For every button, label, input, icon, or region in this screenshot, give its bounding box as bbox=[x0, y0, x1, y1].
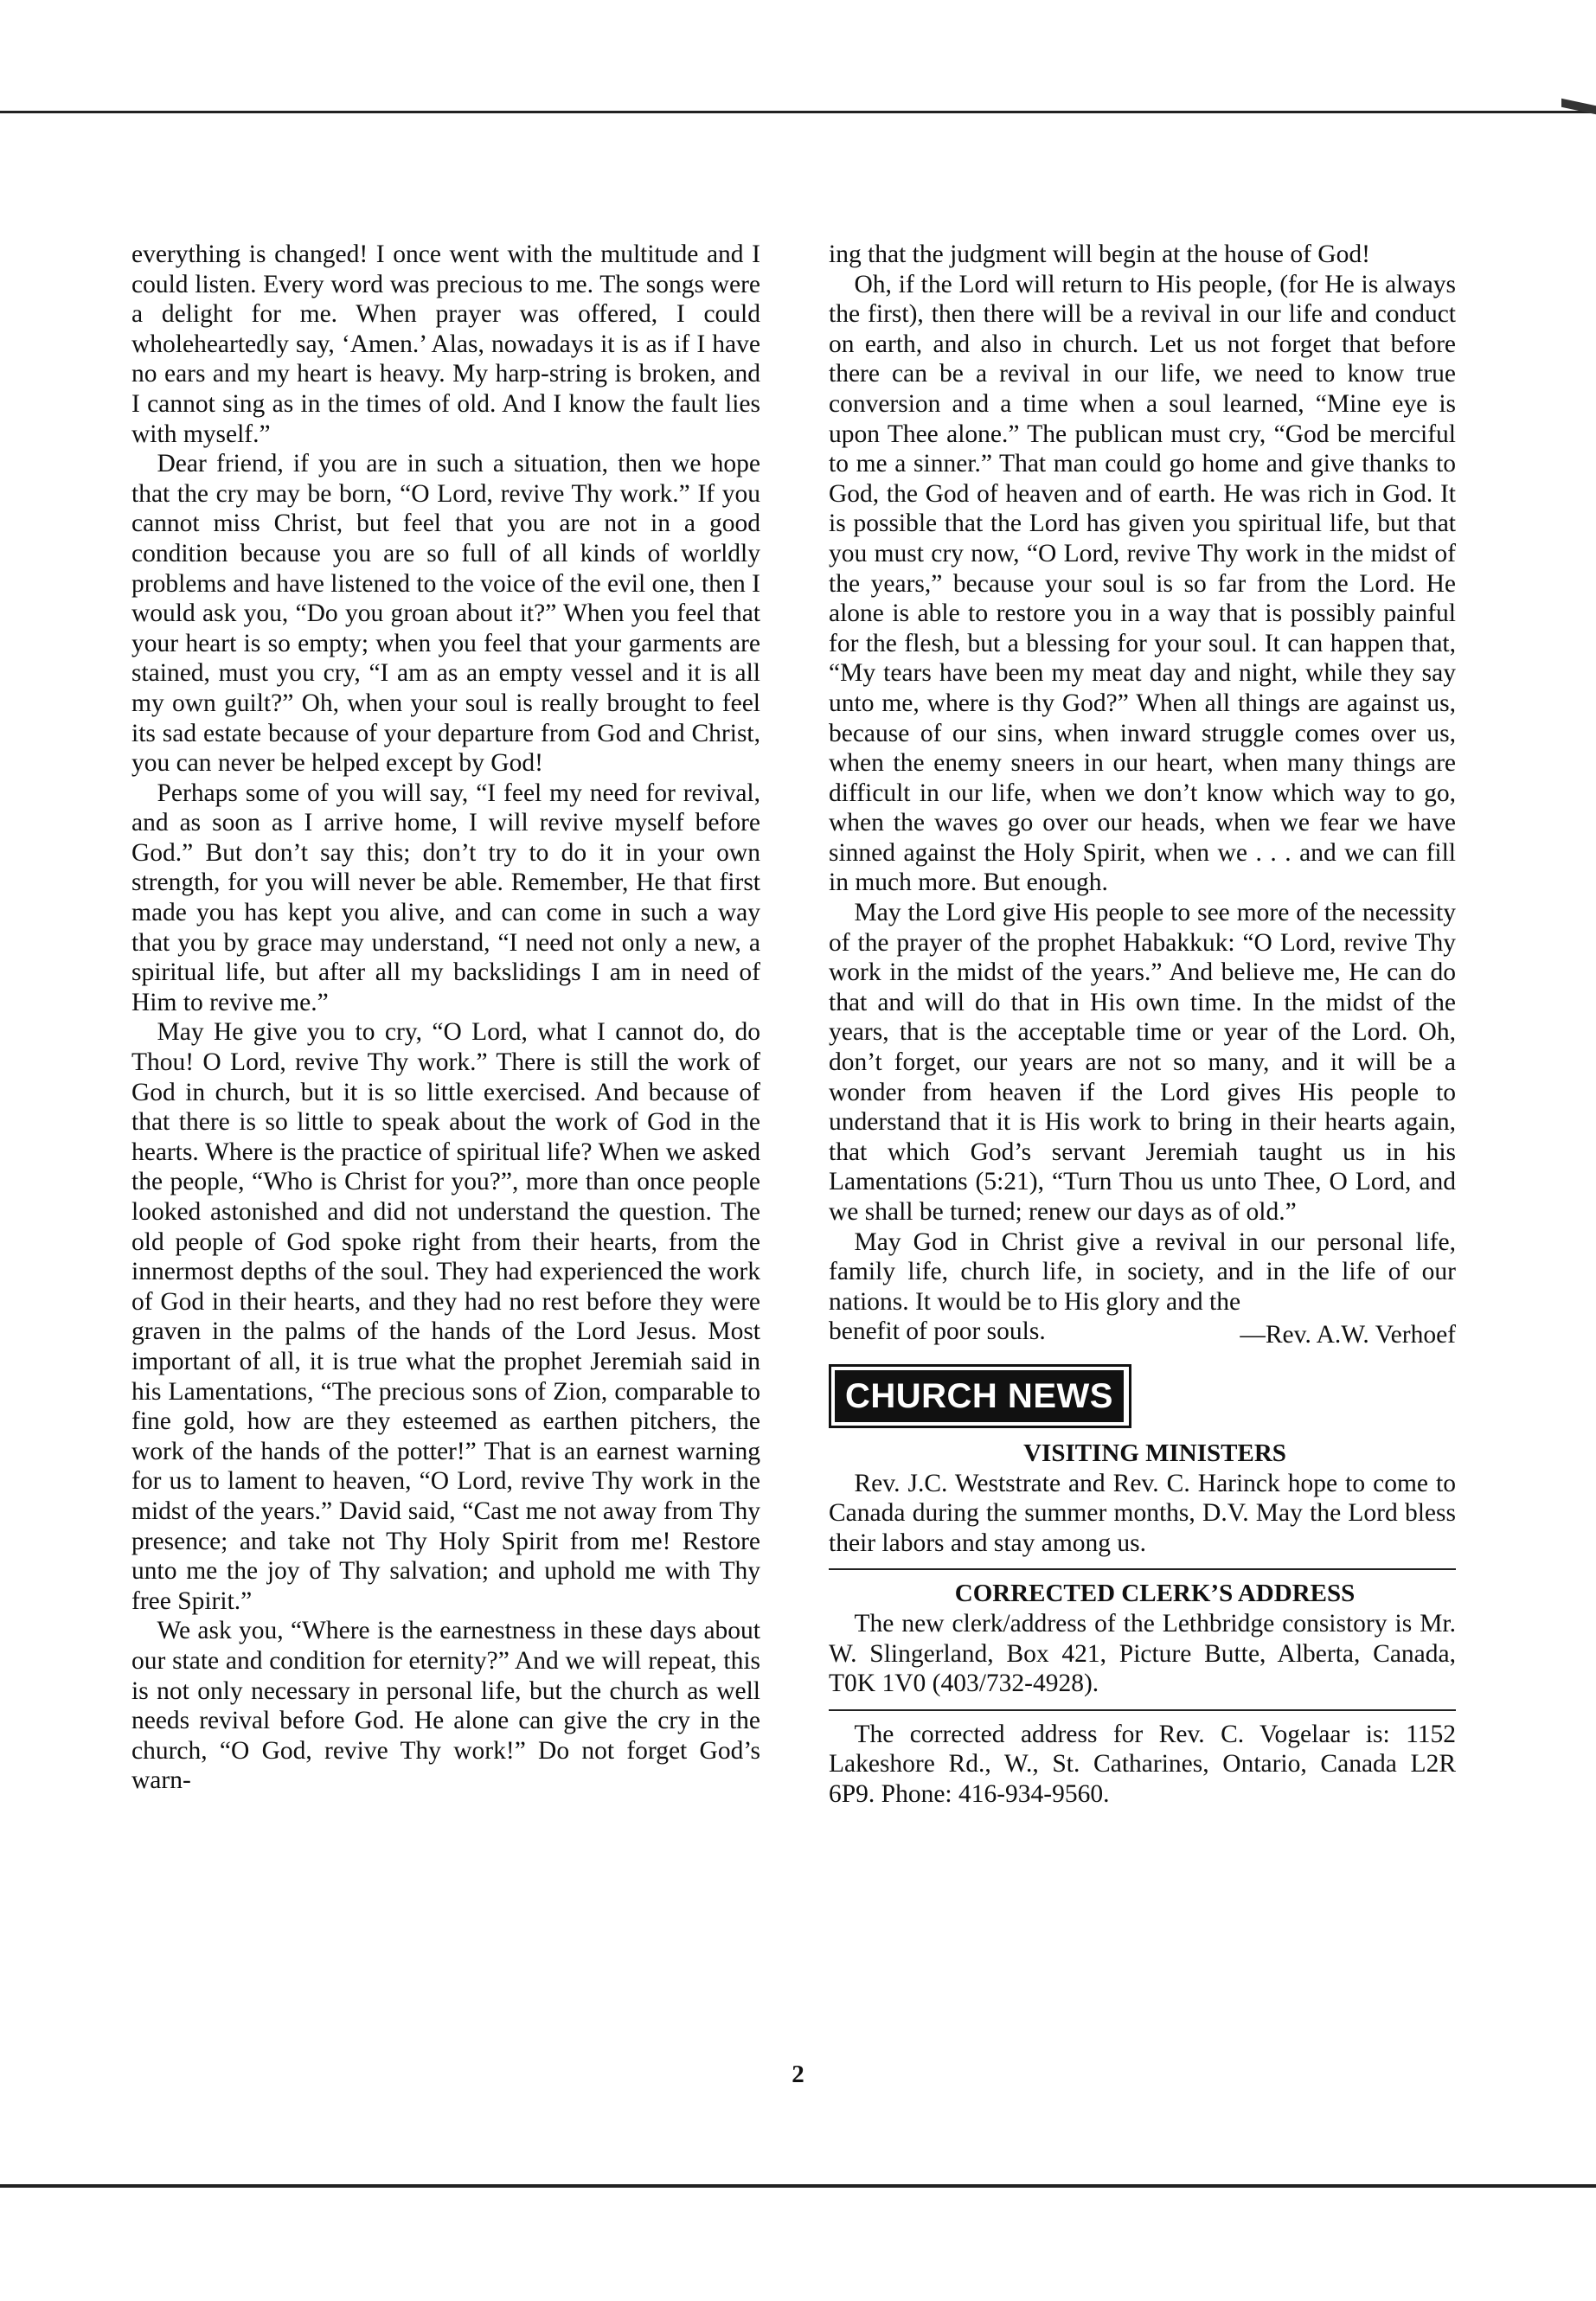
paragraph: Dear friend, if you are in such a situation, then we hope that the cry may be born, “O Lord, revive Thy work.” If you cannot miss Christ, but feel that you are not in a good condition because you are so full of all kinds of worldly problems and have listened to the voice of the evil one, then I would ask you, “Do you groan about it?” When you feel that your heart is so empty; when you feel that your garments are stained, must you cry, “I am as an empty vessel and it is all my own guilt?” Oh, when your soul is really brought to feel its sad estate because of your departure from God and Christ, you can never be helped except by God! bbox=[131, 450, 760, 778]
author-signature: —Rev. A.W. Verhoef bbox=[1240, 1321, 1456, 1349]
left-column bbox=[131, 240, 760, 1796]
paragraph: Oh, if the Lord will return to His people, (for He is always the first), then there will be a revival in our life and conduct on earth, and also in church. Let us not forget that before there can be a revival in our life, we need to know true conversion and a time when a soul learned, “Mine eye is upon Thee alone.” The publican must cry, “God be merciful to me a sinner.” That man could go home and give thanks to God, the God of heaven and of earth. He was rich in God. It is possible that the Lord has given you spiritual life, but that you must cry now, “O Lord, revive Thy work in the midst of the years,” because your soul is so far from the Lord. He alone is able to restore you in a way that is possibly painful for the flesh, but a blessing for your soul. It can happen that, “My tears have been my meat day and night, while they say unto me, where is thy God?” When all things are against us, because of our sins, when inward struggle comes over us, when the enemy sneers in our heart, when many things are difficult in our life, when we don’t know which way to go, when the waves go over our heads, when we fear we have sinned against the Holy Spirit, when we . . . and we can fill in much more. But enough. bbox=[829, 270, 1456, 897]
section-heading-visiting-ministers: VISITING MINISTERS bbox=[1023, 1439, 1286, 1467]
section-text-clerk-address: The new clerk/address of the Lethbridge consistory is Mr. W. Slingerland, Box 421, Picture Butte, Alberta, Canada, T0K 1V0 (403/732-4928). bbox=[829, 1609, 1456, 1698]
paragraph: everything is changed! I once went with the multitude and I could listen. Every word was precious to me. The songs were a delight for me. When prayer was offered, I could wholeheartedly say, ‘Amen.’ Alas, nowadays it is as if I have no ears and my heart is heavy. My harp-string is broken, and I cannot sing as in the times of old. And I know the fault lies with myself.” bbox=[131, 240, 760, 448]
paragraph: We ask you, “Where is the earnestness in these days about our state and condition for eternity?” And we will repeat, this is not only necessary in personal life, but the church as well needs revival before God. He alone can give the cry in the church, “O God, revive Thy work!” Do not forget God’s warn- bbox=[131, 1617, 760, 1795]
divider bbox=[829, 1709, 1456, 1711]
section-text-visiting-ministers: Rev. J.C. Weststrate and Rev. C. Harinck hope to come to Canada during the summer months, D.V. May the Lord bless their labors and stay among us. bbox=[829, 1469, 1456, 1557]
church-news-banner-wrap bbox=[829, 1364, 1456, 1428]
paragraph: May God in Christ give a revival in our personal life, family life, church life, in society, and in the life of our nations. It would be to His glory and the bbox=[829, 1227, 1456, 1316]
page-number: 2 bbox=[792, 2061, 804, 2088]
paragraph: ing that the judgment will begin at the house of God! bbox=[829, 240, 1370, 268]
divider bbox=[829, 1568, 1456, 1570]
paragraph: Perhaps some of you will say, “I feel my need for revival, and as soon as I arrive home, I will revive myself before God.” But don’t say this; don’t try to do it in your own strength, for you will never be able. Remember, He that first made you has kept you alive, and can come in such a way that you by grace may understand, “I need not only a new, a spiritual life, but after all my backslidings I am in need of Him to revive me.” bbox=[131, 779, 760, 1016]
closing-line bbox=[829, 1317, 1456, 1347]
right-column bbox=[829, 240, 1456, 1810]
closing-text: benefit of poor souls. bbox=[829, 1317, 1046, 1346]
church-news-banner bbox=[829, 1364, 1131, 1428]
section-text-vogelaar-address: The corrected address for Rev. C. Vogelaar is: 1152 Lakeshore Rd., W., St. Catharines, Ontario, Canada L2R 6P9. Phone: 416-934-9560. bbox=[829, 1720, 1456, 1808]
paragraph: May He give you to cry, “O Lord, what I cannot do, do Thou! O Lord, revive Thy work.” There is still the work of God in church, but it is so little exercised. And because of that there is so little to speak about the work of God in the hearts. Where is the practice of spiritual life? When we asked the people, “Who is Christ for you?”, more than once people looked astonished and did not understand the question. The old people of God spoke right from their hearts, from the innermost depths of the soul. They had experienced the work of God in their hearts, and they had no rest before they were graven in the palms of the hands of the Lord Jesus. Most important of all, it is true what the prophet Jeremiah said in his Lamentations, “The precious sons of Zion, comparable to fine gold, how are they esteemed as earthen pitchers, the work of the hands of the potter!” That is an earnest warning for us to lament to heaven, “O Lord, revive Thy work in the midst of the years.” David said, “Cast me not away from Thy presence; and take not Thy Holy Spirit from me! Restore unto me the joy of Thy salvation; and uphold me with Thy free Spirit.” bbox=[131, 1018, 760, 1615]
church-news-title: CHURCH NEWS bbox=[835, 1370, 1124, 1422]
scan-edge-bottom bbox=[0, 2184, 1596, 2188]
scan-edge-top bbox=[0, 111, 1596, 113]
section-heading-clerk-address: CORRECTED CLERK’S ADDRESS bbox=[954, 1580, 1356, 1608]
paragraph: May the Lord give His people to see more of the necessity of the prayer of the prophet Habakkuk: “O Lord, revive Thy work in the midst of the years.” And believe me, He can do that and will do that in His own time. In the midst of the years, that is the acceptable time or year of the Lord. Oh, don’t forget, our years are not so many, and it will be a wonder from heaven if the Lord gives His people to understand that it is His work to bring in their hearts again, that which God’s servant Jeremiah taught us in his Lamentations (5:21), “Turn Thou us unto Thee, O Lord, and we shall be turned; renew our days as of old.” bbox=[829, 899, 1456, 1226]
